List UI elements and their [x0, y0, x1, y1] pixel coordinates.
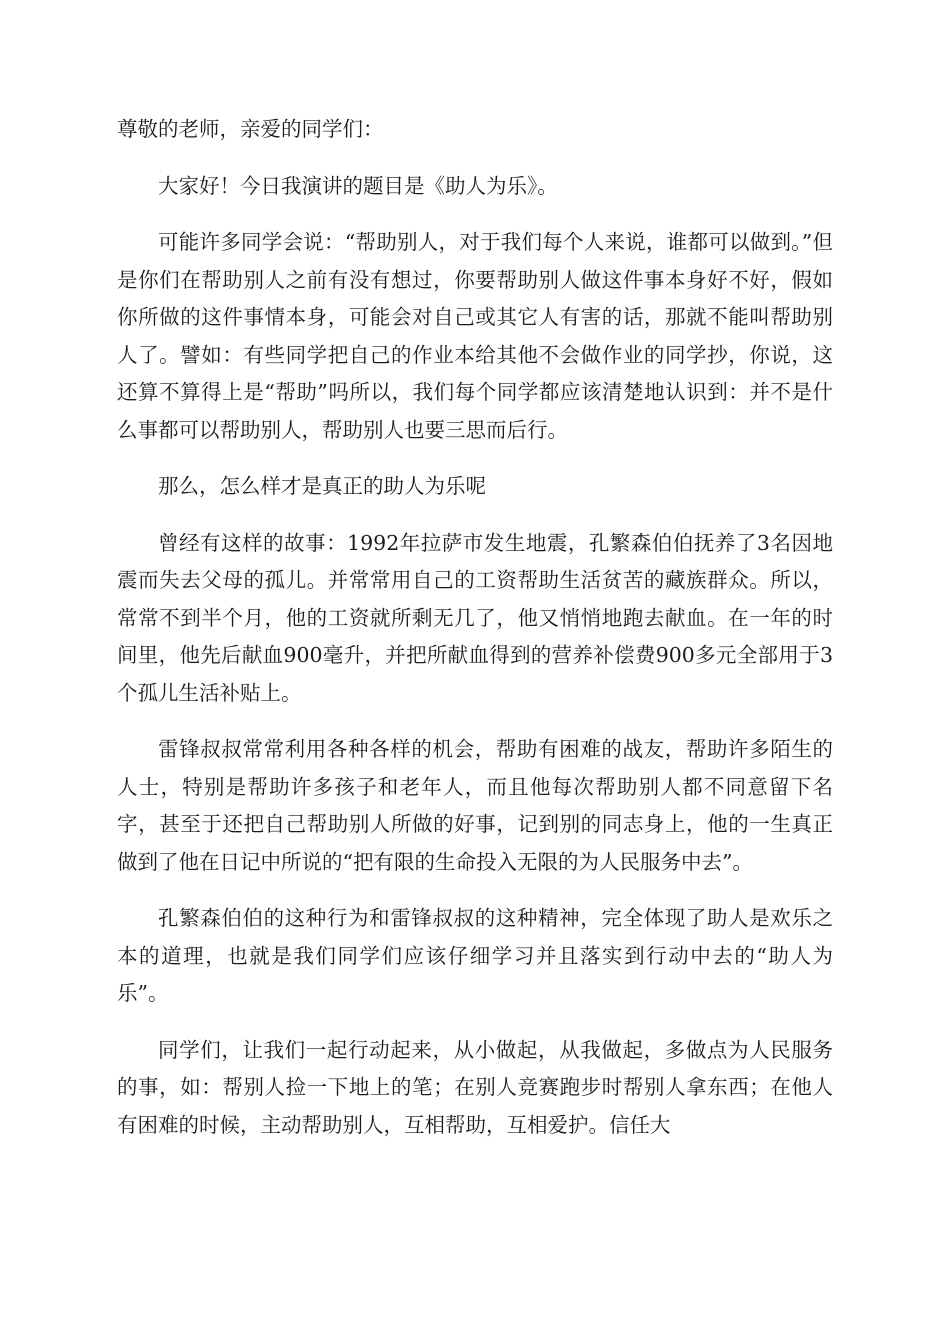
salutation: 尊敬的老师，亲爱的同学们：: [117, 117, 384, 141]
paragraph-greeting: 大家好！今日我演讲的题目是《助人为乐》。: [158, 173, 558, 198]
paragraph-helping-others: 可能许多同学会说：“帮助别人，对于我们每个人来说，谁都可以做到。”但是你们在帮助别人之前有没有想过，你要帮助别人做这件事本身好不好，假如你所做的这件事情本身，可能会对自己或其它人有害的话，那就不能叫帮助别人了。譬如：有些同学把自己的作业本给其他不会做作业的同学抄，你说，这还算不算得上是“帮助”吗所以，我们每个同学都应该清楚地认识到：并不是什么事都可以帮助别人，帮助别人也要三思而后行。: [117, 230, 833, 442]
paragraph-call-to-action: 同学们，让我们一起行动起来，从小做起，从我做起，多做点为人民服务的事，如：帮别人捡一下地上的笔；在别人竞赛跑步时帮别人拿东西；在他人有困难的时候，主动帮助别人，互相帮助，互相爱护。信任大: [117, 1037, 833, 1137]
paragraph-question: 那么，怎么样才是真正的助人为乐呢: [158, 474, 486, 498]
speech-body: [117, 111, 833, 1163]
paragraph-lei-feng-story: 雷锋叔叔常常利用各种各样的机会，帮助有困难的战友，帮助许多陌生的人士，特别是帮助许多孩子和老年人，而且他每次帮助别人都不同意留下名字，甚至于还把自己帮助别人所做的好事，记到别的同志身上，他的一生真正做到了他在日记中所说的“把有限的生命投入无限的为人民服务中去”。: [117, 737, 833, 874]
paragraph-kong-fansen-story: 曾经有这样的故事：1992年拉萨市发生地震，孔繁森伯伯抚养了3名因地震而失去父母的孤儿。并常常用自己的工资帮助生活贫苦的藏族群众。所以，常常不到半个月，他的工资就所剩无几了，他又悄悄地跑去献血。在一年的时间里，他先后献血900毫升，并把所献血得到的营养补偿费900多元全部用于3个孤儿生活补贴上。: [117, 530, 833, 705]
paragraph-summary: 孔繁森伯伯的这种行为和雷锋叔叔的这种精神，完全体现了助人是欢乐之本的道理，也就是我们同学们应该仔细学习并且落实到行动中去的“助人为乐”。: [117, 906, 833, 1005]
